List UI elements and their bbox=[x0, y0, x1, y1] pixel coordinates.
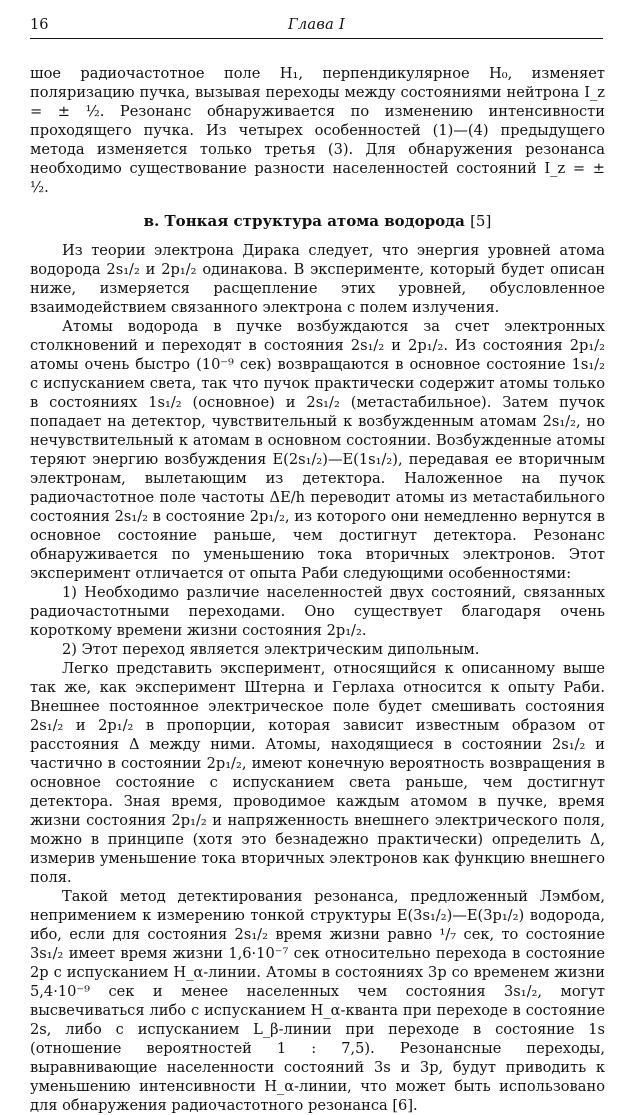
section-title: в. Тонкая структура атома водорода bbox=[143, 212, 465, 230]
chapter-title: Глава I bbox=[288, 17, 345, 33]
list-item-1: 1) Необходимо различие населенностей двух состояний, связанных радиочастотными переходами. Оно существует благодаря очень короткому времени жизни состояния 2p₁/₂. bbox=[30, 584, 605, 639]
paragraph: Легко представить эксперимент, относящийся к описанному выше так же, как эксперимент Штерна и Герлаха относится к опыту Раби. Внешнее постоянное электрическое поле будет смешивать состояния 2s₁/₂ и 2p₁/₂ в пропорции, которая зависит известным образом от расстояния Δ между ними. Атомы, находящиеся в состоянии 2s₁/₂ и частично в состоянии 2p₁/₂, имеют конечную вероятность возвращения в основное состояние с испусканием света раньше, чем достигнут детектора. Зная время, проводимое каждым атомом в пучке, время жизни состояния 2p₁/₂ и напряженность внешнего электрического поля, можно в принципе (хотя это безнадежно практически) определить Δ, измерив уменьшение тока вторичных электронов как функцию внешнего поля. bbox=[30, 660, 605, 886]
section-reference: [5] bbox=[470, 212, 492, 230]
section-heading bbox=[30, 211, 605, 231]
page-number: 16 bbox=[30, 17, 49, 33]
paragraph: Такой метод детектирования резонанса, предложенный Лэмбом, непримением к измерению тонкой структуры E(3s₁/₂)—E(3p₁/₂) водорода, ибо, если для состояния 2s₁/₂ время жизни равно ¹/₇ сек, то состояние 3s₁/₂ имеет время жизни 1,6·10⁻⁷ сек относительно перехода в состояние 2p с испусканием H_α-линии. Атомы в состояниях 3p со временем жизни 5,4·10⁻⁹ сек и менее населенных чем состояния 3s₁/₂, могут высвечиваться либо с испусканием H_α-кванта при переходе в состояние 2s, либо с испусканием L_β-линии при переходе в состояние 1s (отношение вероятностей 1 : 7,5). Резонансные переходы, выравнивающие населенности состояний 3s и 3p, будут приводить к уменьшению интенсивности H_α-линии, что может быть использовано для обнаружения радиочастотного резонанса [6]. bbox=[30, 888, 605, 1114]
list-item-2: 2) Этот переход является электрическим дипольным. bbox=[62, 641, 480, 658]
paragraph-continuation: шое радиочастотное поле H₁, перпендикулярное H₀, изменяет поляризацию пучка, вызывая переходы между состояниями нейтрона I_z = ± ½. Резонанс обнаруживается по изменению интенсивности проходящего пучка. Из четырех особенностей (1)—(4) предыдущего метода изменяется только третья (3). Для обнаружения резонанса необходимо существование разности населенностей состояний I_z = ± ½. bbox=[30, 65, 605, 196]
paragraph: Атомы водорода в пучке возбуждаются за счет электронных столкновений и переходят в состояния 2s₁/₂ и 2p₁/₂. Из состояния 2p₁/₂ атомы очень быстро (10⁻⁹ сек) возвращаются в основное состояние 1s₁/₂ с испусканием света, так что пучок практически содержит атомы только в состояниях 1s₁/₂ (основное) и 2s₁/₂ (метастабильное). Затем пучок попадает на детектор, чувствительный к возбужденным атомам 2s₁/₂, но нечувствительный к атомам в основном состоянии. Возбужденные атомы теряют энергию возбуждения E(2s₁/₂)—E(1s₁/₂), передавая ее вторичным электронам, вылетающим из детектора. Наложенное на пучок радиочастотное поле частоты ΔE/h переводит атомы из метастабильного состояния 2s₁/₂ в состояние 2p₁/₂, из которого они немедленно вернутся в основное состояние раньше, чем достигнут детектора. Резонанс обнаруживается по уменьшению тока вторичных электронов. Этот эксперимент отличается от опыта Раби следующими особенностями: bbox=[30, 318, 605, 582]
header-rule bbox=[30, 38, 603, 39]
paragraph: Из теории электрона Дирака следует, что энергия уровней атома водорода 2s₁/₂ и 2p₁/₂ одинакова. В эксперименте, который будет описан ниже, измеряется расщепление этих уровней, обусловленное взаимодействием связанного электрона с полем излучения. bbox=[30, 242, 605, 316]
page-body bbox=[30, 64, 605, 1115]
running-header bbox=[30, 14, 603, 36]
